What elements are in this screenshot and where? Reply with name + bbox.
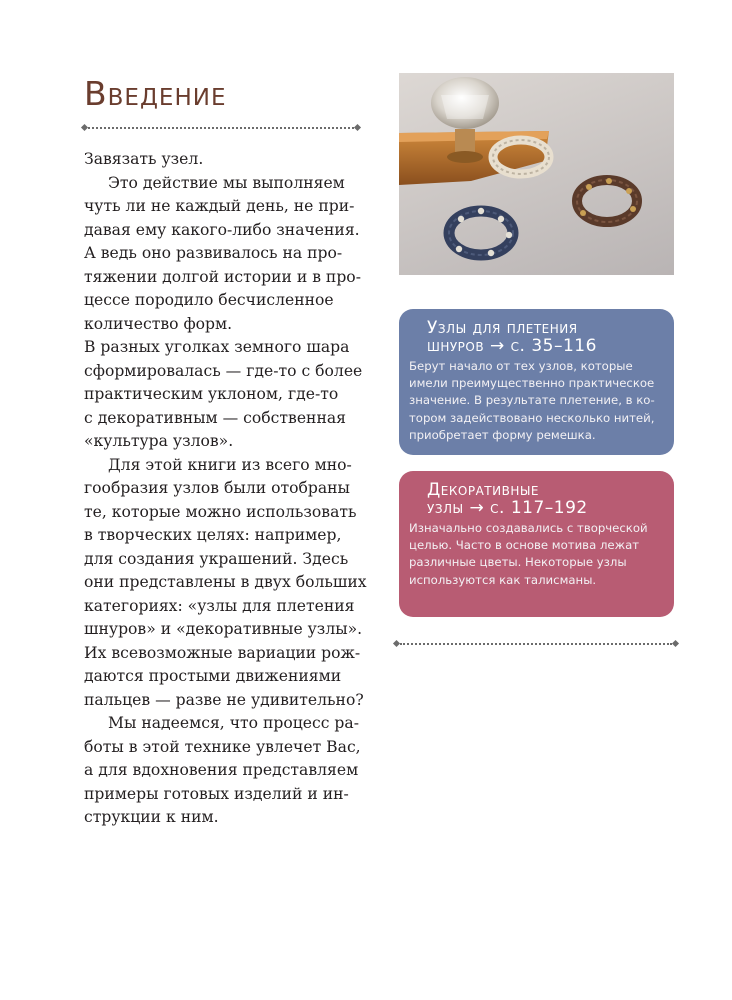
body-text-line: практическим уклоном, где-то (84, 385, 339, 403)
cord-knots-card-title (409, 319, 664, 355)
card-text-line: значение. В результате плетение, в ко- (409, 393, 655, 408)
body-text-line: Это действие мы выполняем (108, 173, 345, 192)
cord-knots-title-line-2: шнуров → с. 35–116 (427, 336, 597, 356)
cord-knots-card-text (409, 358, 664, 444)
card-text-line: целью. Часто в основе мотива лежат (409, 538, 640, 553)
body-text-line: шнуров» и «декоративные узлы». (84, 620, 363, 638)
body-text-line: давая ему какого-либо значения. (84, 220, 360, 239)
card-text-line: Изначально создавались с творческой (409, 521, 648, 535)
body-text-line: Их всевозможные вариации рож- (84, 643, 361, 662)
section-divider (400, 643, 672, 645)
body-text-line: для создания украшений. Здесь (84, 549, 349, 568)
decorative-knots-title-line-1: Декоративные (427, 480, 540, 500)
title-divider (88, 127, 354, 129)
body-text-line: Мы надеемся, что процесс ра- (108, 714, 359, 732)
card-text-line: Берут начало от тех узлов, которые (409, 359, 633, 373)
body-text-line: гообразия узлов были отобраны (84, 479, 350, 497)
cord-knots-title-line-1: Узлы для плетения (427, 318, 578, 338)
body-text-line: А ведь оно развивалось на про- (84, 244, 343, 262)
macrame-rings-image (399, 73, 674, 275)
body-text-line: цессе породило бесчисленное (84, 291, 334, 309)
body-text-line: категориях: «узлы для плетения (84, 596, 355, 615)
body-text-line: боты в этой технике увлечет Вас, (84, 737, 361, 756)
body-text-line: они представлены в двух больших (84, 573, 367, 591)
body-text-line: даются простыми движениями (84, 667, 342, 685)
body-text-line: сформировалась — где-то с более (84, 361, 363, 380)
body-text-line: количество форм. (84, 314, 233, 333)
body-text-line: те, которые можно использовать (84, 502, 357, 521)
body-text-line: струкции к ним. (84, 808, 219, 826)
card-text-line: приобретает форму ремешка. (409, 427, 596, 442)
card-text-line: имели преимущественно практическое (409, 376, 655, 391)
rings-photo (399, 73, 674, 275)
card-text-line: используются как талисманы. (409, 572, 597, 587)
decorative-knots-card-title (409, 481, 664, 517)
decorative-knots-card (399, 471, 674, 617)
card-text-line: тором задействовано несколько нитей, (409, 410, 655, 425)
body-text-line: Завязать узел. (84, 150, 204, 168)
decorative-knots-title-line-2: узлы → с. 117–192 (427, 498, 588, 518)
body-text-line: примеры готовых изделий и ин- (84, 784, 349, 803)
body-text-line: в творческих целях: например, (84, 526, 342, 544)
card-text-line: различные цветы. Некоторые узлы (409, 555, 627, 570)
body-text-line: «культура узлов». (84, 432, 234, 450)
body-text-line: В разных уголках земного шара (84, 338, 350, 356)
page-title: Введение (84, 74, 227, 113)
body-text-line: Для этой книги из всего мно- (108, 455, 352, 474)
body-text-line: чуть ли не каждый день, не при- (84, 197, 355, 215)
intro-body-text (84, 148, 374, 830)
body-text-line: с декоративным — собственная (84, 408, 346, 427)
cord-knots-card (399, 309, 674, 455)
body-text-line: пальцев — разве не удивительно? (84, 690, 364, 709)
decorative-knots-card-text (409, 520, 664, 589)
body-text-line: а для вдохновения представляем (84, 761, 359, 779)
body-text-line: тяжении долгой истории и в про- (84, 267, 361, 286)
